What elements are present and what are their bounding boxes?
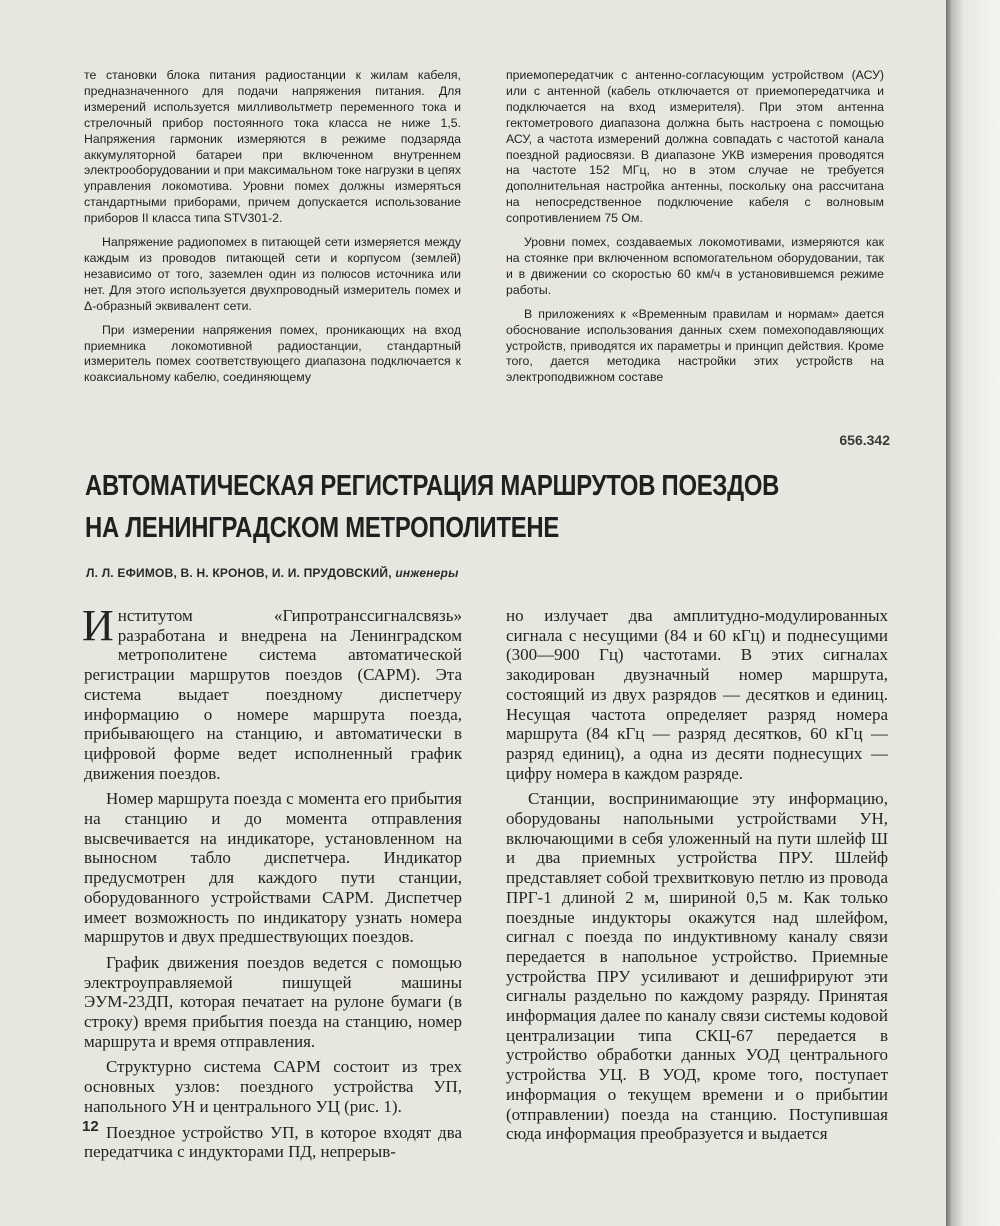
prev-article-right-column [506, 68, 884, 386]
paragraph: В приложениях к «Временным правилам и нормам» дается обоснование использования данных схем помехоподавляющих устройств, приводятся их параметры и принцип действия. Кроме того, дается методика настройки этих устройств на электроподвижном составе [506, 306, 884, 385]
article-title-line-2: НА ЛЕНИНГРАДСКОМ МЕТРОПОЛИТЕНЕ [85, 512, 560, 544]
paragraph: те становки блока питания радиостанции к жилам кабеля, предназначенного для подачи напряжения питания. Для измерений используется милливольтметр переменного тока и стрелочный прибор постоянного тока класса не ниже 1,5. Напряжения гармоник измеряются в режиме подзаряда аккумуляторной батареи при включенном внутреннем электрооборудовании и при максимальном токе нагрузки в цепях управления локомотива. Уровни помех должны измеряться стандартными приборами, причем допускается использование приборов II класса типа STV301-2. [84, 68, 461, 226]
page-number: 12 [82, 1118, 99, 1135]
article-authors [86, 566, 646, 580]
paragraph: Структурно система САРМ состоит из трех основных узлов: поездного устройства УП, напольного УН и центрального УЦ (рис. 1). [84, 1057, 462, 1116]
article-right-column [506, 606, 888, 1144]
paragraph [82, 601, 462, 783]
drop-cap: И [82, 601, 114, 650]
paragraph: При измерении напряжения помех, проникающих на вход приемника локомотивной радиостанции, стандартный измеритель помех соответствующего диапазона подключается к коаксиальному кабелю, соединяющему [84, 322, 461, 385]
article-title-line-1: АВТОМАТИЧЕСКАЯ РЕГИСТРАЦИЯ МАРШРУТОВ ПОЕЗДОВ [85, 470, 780, 502]
paragraph: Станции, воспринимающие эту информацию, оборудованы напольными устройствами УН, включающими в себя уложенный на пути шлейф Ш и два приемных устройства ПРУ. Шлейф представляет собой трехвитковую петлю из провода ПРГ-1 длиной 2 м, шириной 0,5 м. Как только поездные индукторы окажутся над шлейфом, сигнал с поезда по индуктивному каналу связи передается в напольное устройство. Приемные устройства ПРУ усиливают и дешифрируют эти сигналы раздельно по каждому разряду. Принятая информация далее по каналу связи системы кодовой централизации типа СКЦ-67 передается в устройство обработки данных УОД центрального устройства УЦ. В УОД, кроме того, поступает информация о текущем времени и о прибытии (отправлении) поезда на станцию. Поступившая сюда информация преобразуется и выдается [506, 789, 888, 1144]
prev-article-left-column [84, 68, 461, 386]
paragraph: График движения поездов ведется с помощью электроуправляемой пишущей машины ЭУМ-23ДП, которая печатает на рулоне бумаги (в строку) время прибытия поезда на станцию, номер маршрута и время отправления. [84, 952, 462, 1051]
paragraph: но излучает два амплитудно-модулированных сигнала с несущими (84 и 60 кГц) и поднесущими (300—900 Гц) частотами. В этих сигналах закодирован двузначный номер маршрута, состоящий из двух разрядов — десятков и единиц. Несущая частота определяет разряд номера маршрута (84 кГц — разряд десятков, 60 кГц — разряд единиц), а одна из десяти поднесущих — цифру номера в каждом разряде. [506, 606, 888, 783]
facing-page-edge [946, 0, 1000, 1226]
author-role: инженеры [395, 566, 459, 580]
paragraph: Уровни помех, создаваемых локомотивами, измеряются как на стоянке при включенном вспомогательном оборудовании, так и в движении со скоростью 60 км/ч в установившемся режиме работы. [506, 235, 884, 297]
article-left-column [82, 601, 462, 1162]
udc-code: 656.342 [839, 432, 890, 448]
paragraph: приемопередатчик с антенно-согласующим устройством (АСУ) или с антенной (кабель отключается от приемопередатчика и подключается на вход измерителя). При этом антенна гектометрового диапазона должна быть настроена с помощью АСУ, а частота измерений должна совпадать с частотой канала поездной радиосвязи. В диапазоне УКВ измерения проводятся на частоте 152 МГц, но в этом случае не требуется дополнительная настройка антенны, поскольку она рассчитана на непосредственное подключение кабеля с волновым сопротивлением 75 Ом. [506, 68, 884, 226]
paragraph: Поездное устройство УП, в которое входят два передатчика с индукторами ПД, непрерыв- [84, 1122, 462, 1162]
author-names: Л. Л. ЕФИМОВ, В. Н. КРОНОВ, И. И. ПРУДОВСКИЙ, [86, 566, 392, 580]
paragraph: Напряжение радиопомех в питающей сети измеряется между каждым из проводов питающей сети и корпусом (землей) независимо от того, заземлен один из полюсов источника или нет. Для этого используется двухпроводный измеритель помех и Δ-образный эквивалент сети. [84, 235, 461, 313]
paragraph: Номер маршрута поезда с момента его прибытия на станцию и до момента отправления высвечивается на индикаторе, установленном на выносном табло диспетчера. Индикатор предусмотрен для каждого пути станции, оборудованного устройствами САРМ. Диспетчер имеет возможность по индикатору узнать номера маршрутов и двух предшествующих поездов. [84, 789, 462, 947]
paragraph-text: нститутом «Гипротранссигналсвязь» разработана и внедрена на Ленинградском метрополитене система автоматической регистрации маршрутов поездов (САРМ). Эта система выдает поездному диспетчеру информацию о номере маршрута поезда, прибывающего на станцию, и автоматически в цифровой форме ведет исполненный график движения поездов. [84, 606, 462, 783]
